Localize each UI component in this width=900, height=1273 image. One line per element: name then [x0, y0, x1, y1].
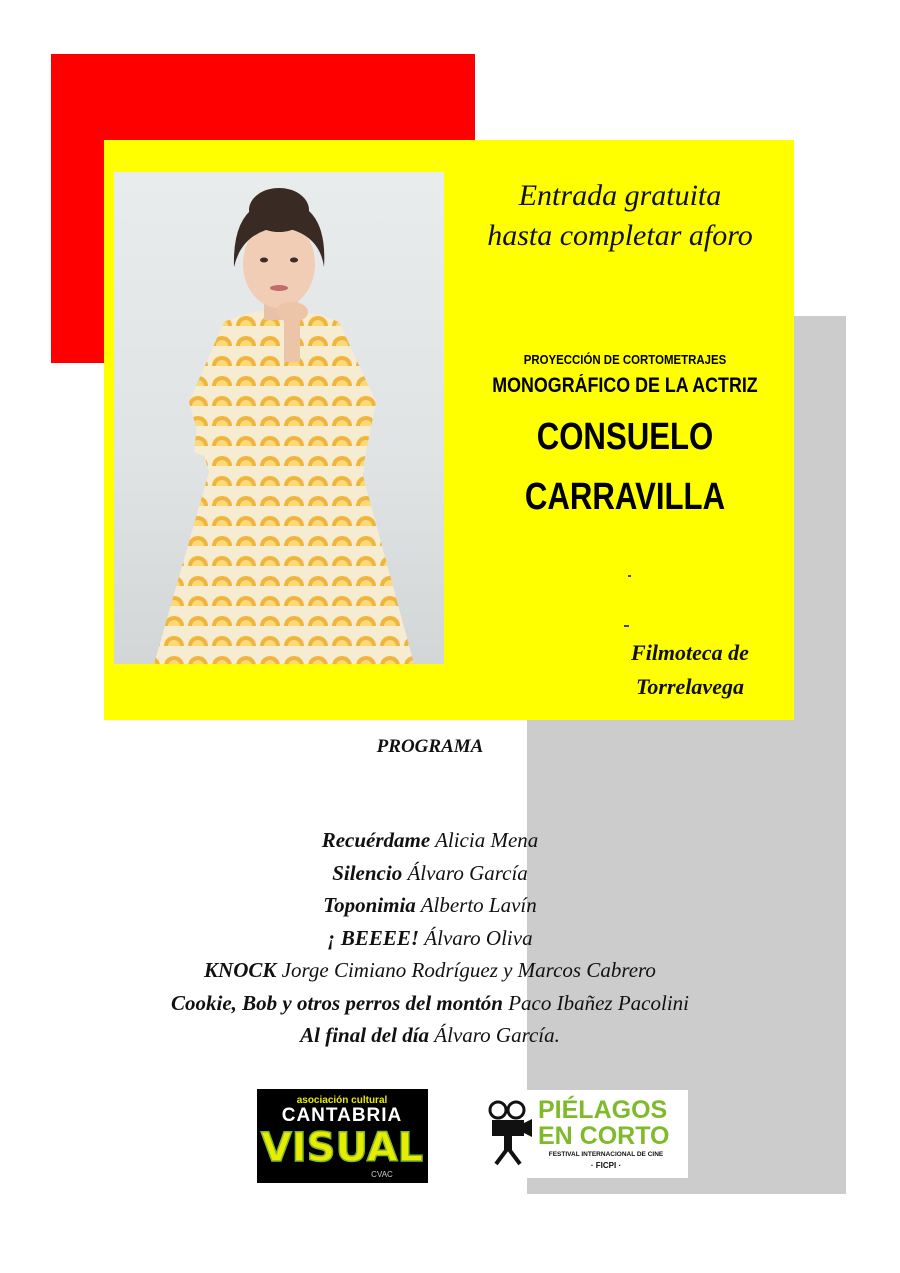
film-title: Al final del día [300, 1023, 430, 1047]
film-camera-icon [490, 1102, 532, 1164]
cvac-bottom-text: CVAC [371, 1170, 393, 1179]
cvac-middle-text: CANTABRIA [281, 1105, 403, 1126]
list-item [40, 857, 820, 890]
list-item [40, 987, 820, 1020]
film-director: Álvaro García. [434, 1023, 560, 1047]
actress-last-name: CARRAVILLA [524, 476, 726, 518]
film-title: Silencio [332, 860, 403, 885]
film-title: Cookie, Bob y otros perros del montón [171, 990, 503, 1015]
pielagos-line-2: EN CORTO [538, 1122, 670, 1150]
film-title: ¡ BEEEE! [327, 925, 420, 950]
mark-dash [624, 625, 629, 627]
film-title: KNOCK [204, 958, 277, 982]
film-title: Toponimia [323, 893, 416, 917]
venue-name [560, 636, 820, 704]
actress-photo [114, 172, 444, 664]
screening-label: PROYECCIÓN DE CORTOMETRAJES [523, 352, 727, 367]
pielagos-line-4: · FICPI · [590, 1161, 622, 1170]
film-director: Álvaro García [407, 860, 528, 885]
venue-line-1: Filmoteca de [631, 640, 749, 665]
entry-line-1: Entrada gratuita [518, 179, 722, 212]
list-item [40, 922, 820, 955]
actress-first-name: CONSUELO [536, 416, 714, 458]
list-item [40, 954, 820, 987]
entry-line-2: hasta completar aforo [487, 219, 753, 252]
film-director: Jorge Cimiano Rodríguez y Marcos Cabrero [281, 958, 656, 982]
monograph-label: MONOGRÁFICO DE LA ACTRIZ [492, 374, 758, 397]
film-director: Álvaro Oliva [424, 925, 533, 950]
pielagos-line-1: PIÉLAGOS [538, 1096, 668, 1124]
cantabria-visual-logo [257, 1089, 428, 1183]
list-item [40, 1019, 820, 1052]
list-item [40, 824, 820, 857]
film-list [40, 824, 820, 1052]
pielagos-en-corto-logo [486, 1090, 688, 1178]
pielagos-line-3: FESTIVAL INTERNACIONAL DE CINE [548, 1151, 664, 1158]
venue-line-2: Torrelavega [636, 674, 744, 699]
film-director: Alicia Mena [435, 828, 539, 852]
free-entry-notice [460, 176, 780, 256]
program-heading: PROGRAMA [376, 736, 484, 757]
film-title: Recuérdame [321, 828, 431, 852]
film-director: Paco Ibañez Pacolini [508, 990, 689, 1015]
cvac-main-text: VISUAL [260, 1125, 424, 1171]
mark-dot [628, 575, 631, 577]
film-director: Alberto Lavín [420, 893, 537, 917]
cvac-top-text: asociación cultural [296, 1095, 388, 1106]
list-item [40, 889, 820, 922]
